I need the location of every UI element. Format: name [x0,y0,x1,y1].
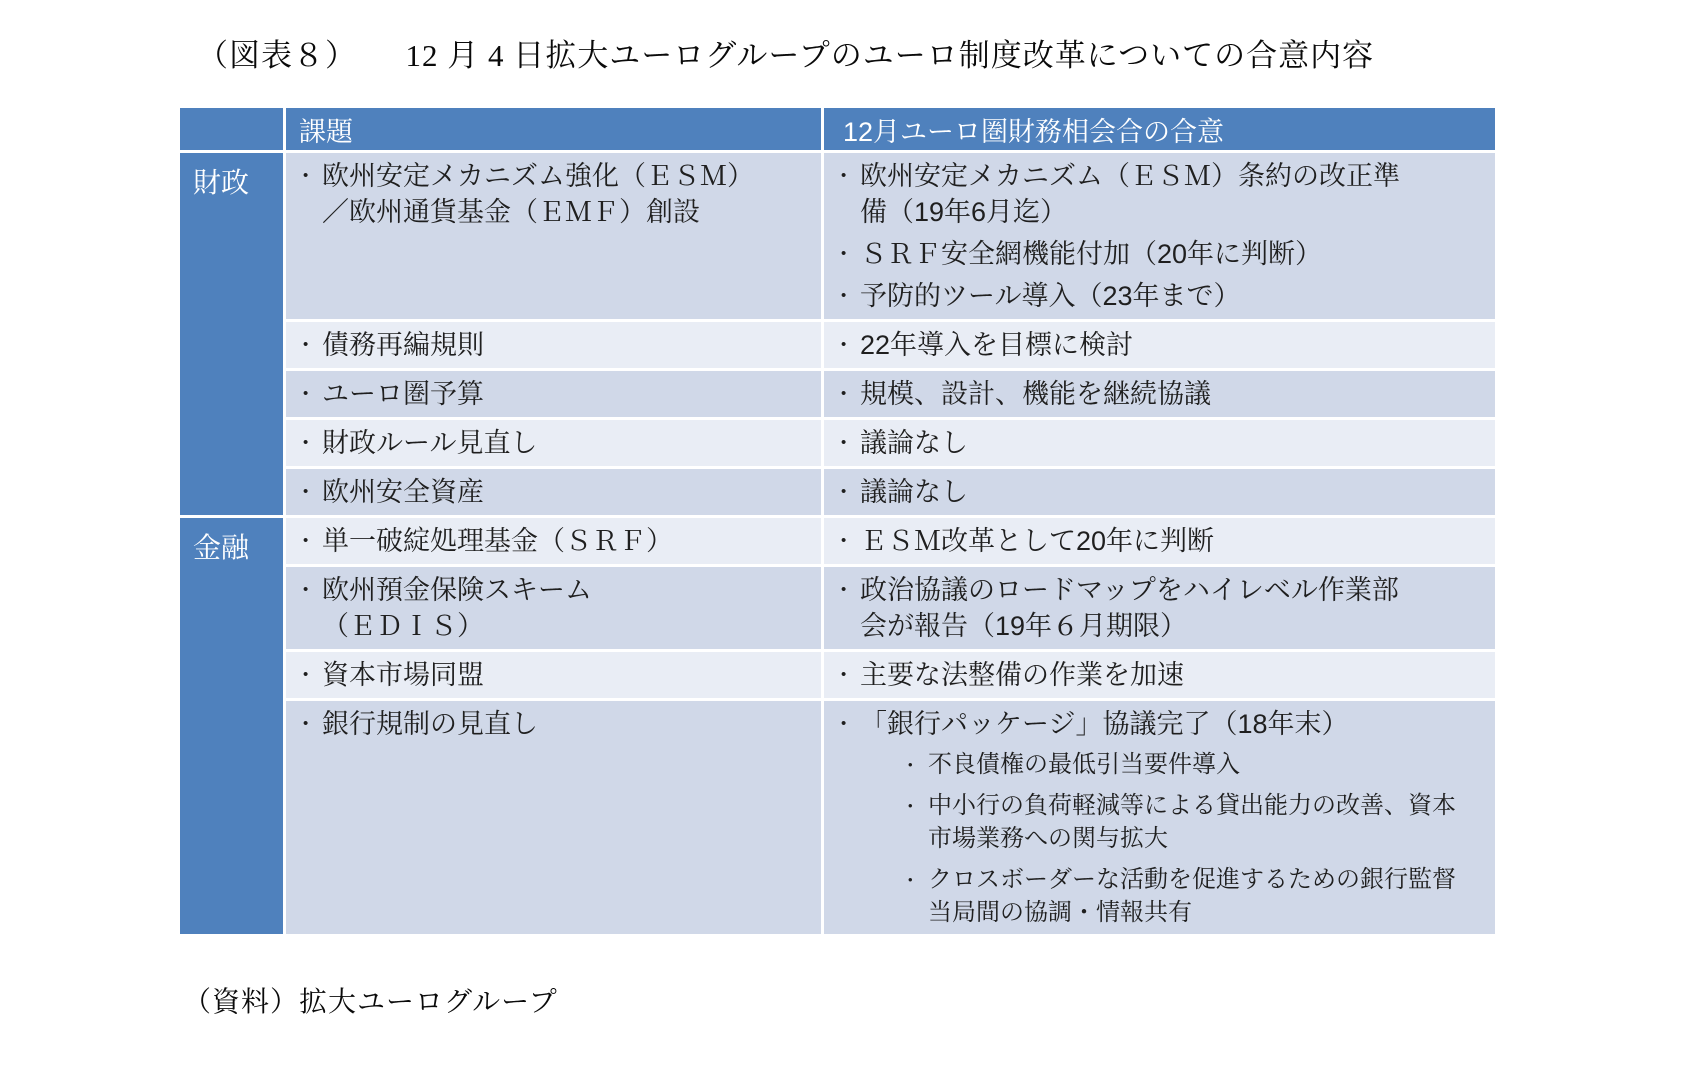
agreement-text: 22年導入を目標に検討 [860,330,1134,360]
bullet-icon: • [908,872,913,887]
agreement-cell [824,701,1495,934]
table-row [286,567,1495,649]
agreement-text: 政治協議のロードマップをハイレベル作業部会が報告（19年６月期限） [860,575,1399,641]
table-row [286,518,1495,564]
sub-list-item [890,748,1487,781]
header-cell-category [180,108,283,150]
table-row [286,153,1495,319]
table-row [286,652,1495,698]
bullet-icon: • [303,666,309,683]
agreement-cell [824,469,1495,515]
table-header-row [180,108,1495,150]
bullet-icon: • [841,581,847,598]
topic-cell [286,701,821,934]
agreement-text: 欧州安定メカニズム（ＥＳＭ）条約の改正準備（19年6月迄） [860,161,1400,227]
table-row [286,420,1495,466]
list-item [824,706,1487,742]
category-cell-fiscal: 財政 [180,153,283,515]
agreement-text: ＥＳＭ改革として20年に判断 [860,526,1215,556]
bullet-icon: • [841,666,847,683]
agreement-cell [824,518,1495,564]
topic-cell [286,518,821,564]
topic-text: 欧州預金保険スキーム（ＥＤＩＳ） [322,575,592,641]
topic-text: 単一破綻処理基金（ＳＲＦ） [322,526,673,556]
section-financial [180,518,1495,934]
bullet-icon: • [841,715,847,732]
topic-text: 債務再編規則 [322,330,484,360]
list-item [286,158,813,230]
bullet-icon: • [841,287,847,304]
table-row [286,701,1495,934]
topic-text: 銀行規制の見直し [322,709,538,739]
agreement-text: 規模、設計、機能を継続協議 [860,379,1211,409]
agreement-text: ＳＲＦ安全網機能付加（20年に判断） [860,239,1323,269]
list-item [286,657,813,693]
list-item [824,327,1487,363]
topic-cell [286,652,821,698]
bullet-icon: • [841,532,847,549]
list-item [286,376,813,412]
bullet-icon: • [303,167,309,184]
agreement-sub-text: クロスボーダーな活動を促進するための銀行監督当局間の協調・情報共有 [928,866,1456,926]
topic-text: 欧州安全資産 [322,477,484,507]
topic-cell [286,567,821,649]
list-item [286,706,813,742]
bullet-icon: • [303,715,309,732]
topic-cell [286,469,821,515]
sub-list-item [890,863,1487,929]
sub-list-item [890,789,1487,855]
list-item [286,327,813,363]
section-financial-rows [286,518,1495,934]
bullet-icon: • [908,757,913,772]
page-title: （図表８） 12 月 4 日拡大ユーログループのユーロ制度改革についての合意内容 [197,38,1375,73]
list-item [824,425,1487,461]
bullet-icon: • [841,385,847,402]
list-item [824,278,1487,314]
list-item [824,158,1487,230]
bullet-icon: • [303,434,309,451]
topic-text: ユーロ圏予算 [322,379,484,409]
bullet-icon: • [303,532,309,549]
agreement-table [180,108,1495,934]
table-row [286,322,1495,368]
agreement-cell [824,567,1495,649]
agreement-text: 「銀行パッケージ」協議完了（18年末） [860,709,1349,739]
list-item [824,523,1487,559]
list-item [824,657,1487,693]
agreement-cell [824,153,1495,319]
category-cell-financial: 金融 [180,518,283,934]
list-item [824,474,1487,510]
topic-cell [286,420,821,466]
list-item [286,523,813,559]
bullet-icon: • [303,581,309,598]
agreement-cell [824,652,1495,698]
topic-text: 財政ルール見直し [322,428,538,458]
topic-text: 資本市場同盟 [322,660,484,690]
agreement-sub-text: 中小行の負荷軽減等による貸出能力の改善、資本市場業務への関与拡大 [928,792,1456,852]
bullet-icon: • [841,245,847,262]
topic-cell [286,371,821,417]
topic-cell [286,153,821,319]
bullet-icon: • [841,483,847,500]
bullet-icon: • [841,336,847,353]
table-row [286,371,1495,417]
agreement-text: 予防的ツール導入（23年まで） [860,281,1241,311]
agreement-cell [824,371,1495,417]
bullet-icon: • [841,167,847,184]
bullet-icon: • [303,385,309,402]
table-row [286,469,1495,515]
list-item [286,474,813,510]
topic-cell [286,322,821,368]
section-fiscal-rows [286,153,1495,515]
agreement-cell [824,420,1495,466]
agreement-sub-text: 不良債権の最低引当要件導入 [928,751,1240,778]
list-item [824,572,1487,644]
header-cell-agreement: 12月ユーロ圏財務相会合の合意 [824,108,1495,150]
topic-text: 欧州安定メカニズム強化（ＥＳＭ）／欧州通貨基金（ＥＭＦ）創設 [322,161,754,227]
source-note: （資料）拡大ユーログループ [183,987,558,1018]
agreement-text: 主要な法整備の作業を加速 [860,660,1184,690]
list-item [824,376,1487,412]
list-item [286,425,813,461]
bullet-icon: • [908,798,913,813]
agreement-text: 議論なし [860,477,968,507]
section-fiscal [180,153,1495,515]
list-item [286,572,813,644]
bullet-icon: • [303,336,309,353]
header-cell-topic: 課題 [286,108,821,150]
bullet-icon: • [303,483,309,500]
bullet-icon: • [841,434,847,451]
list-item [824,236,1487,272]
agreement-text: 議論なし [860,428,968,458]
agreement-cell [824,322,1495,368]
